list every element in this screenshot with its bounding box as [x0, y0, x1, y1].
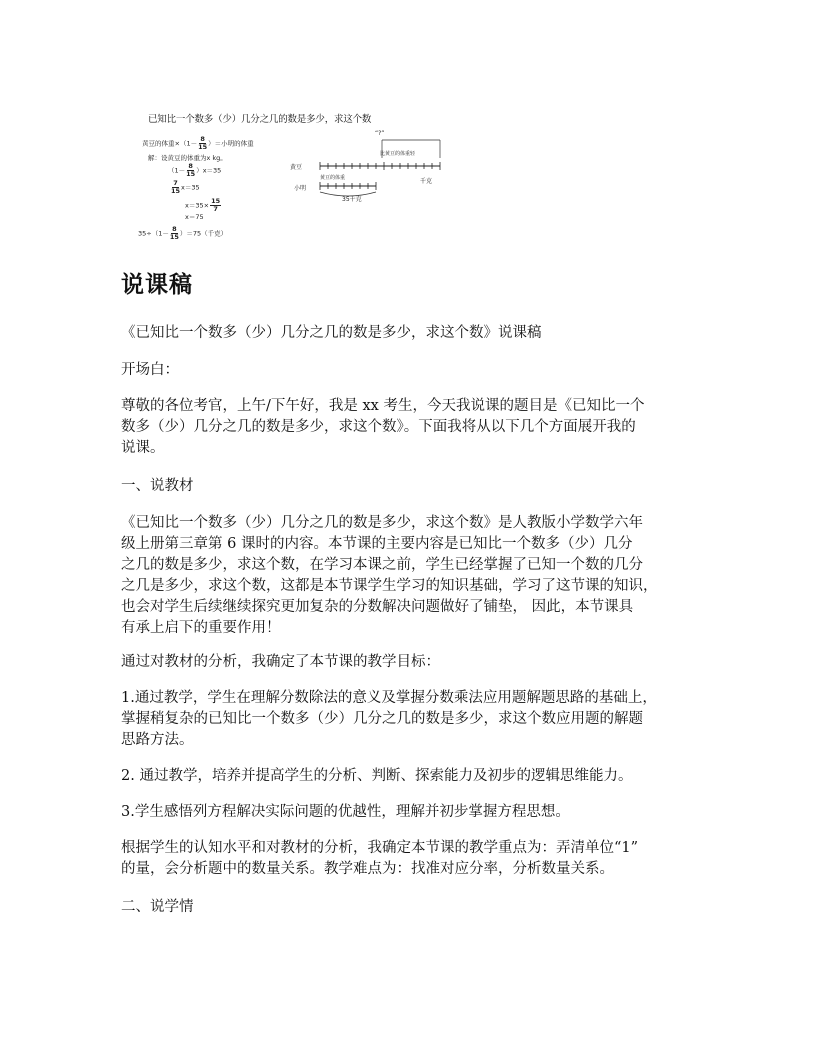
goal-2: 2. 通过教学，培养并提高学生的分析、判断、探索能力及初步的逻辑思维能力。 — [121, 768, 633, 784]
step1: （1－ $\frac{8}{15}$ ）x＝35 — [168, 162, 222, 178]
step2: $\frac{7}{15}$ x＝35 — [171, 179, 200, 195]
section-heading-students: 二、说学情 — [121, 899, 194, 915]
goals-intro: 通过对教材的分析，我确定了本节课的教学目标： — [121, 654, 440, 670]
step4: x＝75 — [185, 213, 204, 221]
lesson-figure — [130, 108, 460, 241]
diagram-top-note: 比黄豆的体重轻 — [380, 151, 416, 157]
segment-diagram — [290, 128, 460, 218]
opening-paragraph: 尊敬的各位考官，上午/下午好，我是 xx 考生，今天我说课的题目是《已知比一个 数多（少）几分之几的数是多少，求这个数》。下面我将从以下几个方面展开我的 说课。 — [121, 398, 645, 456]
segment-lines — [290, 128, 460, 218]
diagram-35: 35千克 — [342, 196, 362, 203]
diagram-huangdou-label: 黄豆 — [290, 164, 303, 171]
opening-label: 开场白： — [121, 362, 179, 378]
goal-1: 1.通过教学，学生在理解分数除法的意义及掌握分数乘法应用题解题思路的基础上， 掌握稍复杂的已知比一个数多（少）几分之几的数是多少，求这个数应用题的解题 思路方法。 — [121, 690, 657, 748]
check-line: 35÷（1－ $\frac{8}{15}$ ）＝75（千克） — [138, 225, 228, 241]
figure-title: 已知比一个数多（少）几分之几的数是多少，求这个数 — [148, 114, 372, 125]
diagram-xiaoming-label: 小明 — [294, 185, 307, 192]
textbook-paragraph: 《已知比一个数多（少）几分之几的数是多少，求这个数》是人教版小学数学六年 级上册第三章第 6 课时的内容。本节课的主要内容是已知比一个数多（少）几分 之几的数是多少，求这个数，在学习本课之前，学生已经掌握了已知一个数的几分 之几是多少，求这个数，这都是本节课学生学习的知识基础，学习了这节课的知识， 也会对学生后续继续探究更加复杂的分数解决问题做好了铺垫， 因此，本节课具 有承上启下的重要作用！ — [121, 515, 658, 636]
goal-3: 3.学生感悟列方程解决实际问题的优越性，理解并初步掌握方程思想。 — [121, 804, 570, 820]
section-heading-textbook: 一、说教材 — [121, 478, 194, 494]
diagram-qianke: 千克 — [420, 178, 433, 185]
step3: x＝35× $\frac{15}{7}$ — [185, 197, 221, 213]
equation-line: 黄豆的体重×（1－ $\frac{8}{15}$ ）＝小明的体重 — [142, 135, 254, 151]
page-title: 说课稿 — [121, 272, 193, 298]
doc-title-line: 《已知比一个数多（少）几分之几的数是多少，求这个数》说课稿 — [121, 325, 542, 341]
diagram-question: “?” — [375, 130, 385, 137]
diagram-xm-note: 黄豆的体重 — [320, 175, 346, 181]
key-points-paragraph: 根据学生的认知水平和对教材的分析，我确定本节课的教学重点为：弄清单位“1” 的量，会分析题中的数量关系。教学难点为：找准对应分率，分析数量关系。 — [121, 840, 639, 877]
solution-label: 解：设黄豆的体重为x kg。 — [148, 154, 227, 162]
